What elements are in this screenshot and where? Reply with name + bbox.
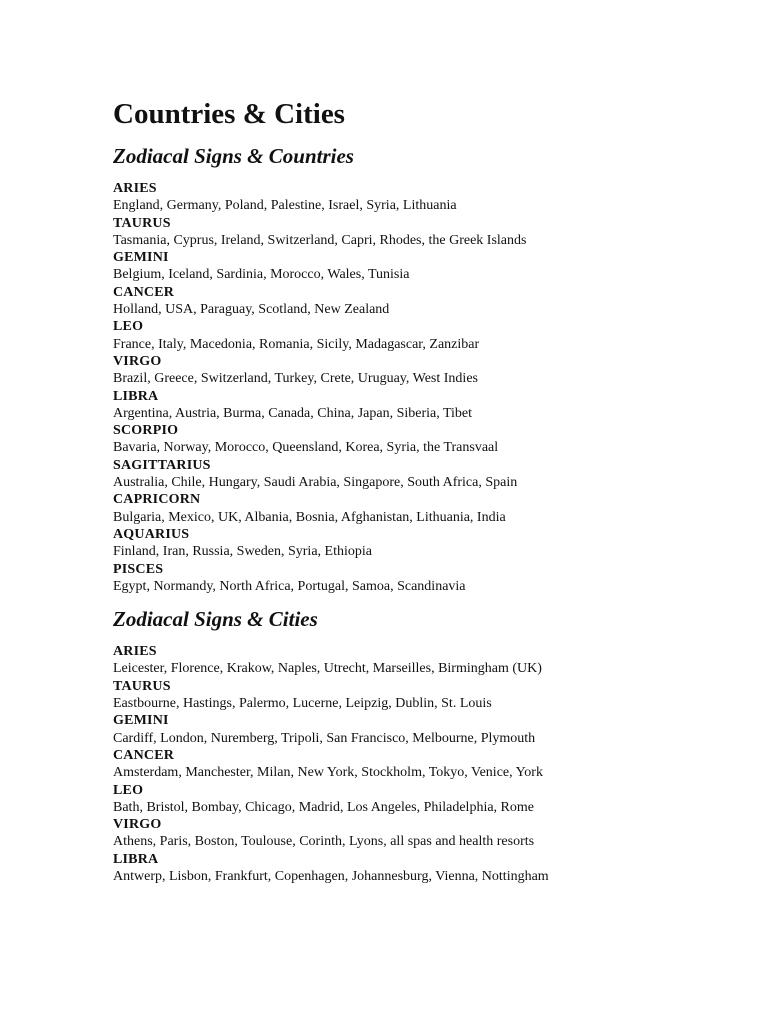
place-list: Egypt, Normandy, North Africa, Portugal, Samoa, Scandinavia: [113, 578, 466, 594]
place-list: Leicester, Florence, Krakow, Naples, Utrecht, Marseilles, Birmingham (UK): [113, 661, 542, 677]
sign-name: LIBRA: [113, 851, 159, 867]
list-item: [113, 318, 733, 353]
sign-name: SCORPIO: [113, 423, 179, 439]
sign-name: GEMINI: [113, 250, 169, 266]
list-item: [113, 816, 733, 851]
sign-name: SAGITTARIUS: [113, 457, 211, 473]
sign-name: CANCER: [113, 284, 175, 300]
sign-name: ARIES: [113, 644, 157, 660]
sign-name: LIBRA: [113, 388, 159, 404]
list-item: [113, 851, 733, 886]
list-item: [113, 457, 733, 492]
list-item: [113, 526, 733, 561]
place-list: Bath, Bristol, Bombay, Chicago, Madrid, Los Angeles, Philadelphia, Rome: [113, 799, 534, 815]
list-item: [113, 284, 733, 319]
sign-name: TAURUS: [113, 215, 171, 231]
list-item: [113, 249, 733, 284]
place-list: Tasmania, Cyprus, Ireland, Switzerland, Capri, Rhodes, the Greek Islands: [113, 232, 527, 248]
place-list: France, Italy, Macedonia, Romania, Sicily, Madagascar, Zanzibar: [113, 336, 480, 352]
list-item: [113, 353, 733, 388]
place-list: Australia, Chile, Hungary, Saudi Arabia, Singapore, South Africa, Spain: [113, 475, 518, 491]
sign-name: CANCER: [113, 747, 175, 763]
section-title-cities: Zodiacal Signs & Cities: [113, 607, 318, 632]
list-item: [113, 643, 733, 678]
place-list: Brazil, Greece, Switzerland, Turkey, Crete, Uruguay, West Indies: [113, 371, 478, 387]
place-list: Argentina, Austria, Burma, Canada, China, Japan, Siberia, Tibet: [113, 405, 473, 421]
list-item: [113, 678, 733, 713]
list-item: [113, 491, 733, 526]
document-title: Countries & Cities: [113, 98, 345, 130]
section-title-countries: Zodiacal Signs & Countries: [113, 144, 354, 168]
place-list: Antwerp, Lisbon, Frankfurt, Copenhagen, Johannesburg, Vienna, Nottingham: [113, 868, 549, 884]
list-item: [113, 561, 733, 596]
sign-name: AQUARIUS: [113, 526, 190, 542]
sign-name: TAURUS: [113, 678, 171, 694]
sign-name: ARIES: [113, 181, 157, 196]
sign-name: LEO: [113, 782, 144, 798]
place-list: Eastbourne, Hastings, Palermo, Lucerne, Leipzig, Dublin, St. Louis: [113, 696, 492, 712]
list-item: [113, 712, 733, 747]
sign-name: VIRGO: [113, 353, 162, 369]
list-item: [113, 388, 733, 423]
place-list: Holland, USA, Paraguay, Scotland, New Zealand: [113, 302, 390, 318]
place-list: Bulgaria, Mexico, UK, Albania, Bosnia, Afghanistan, Lithuania, India: [113, 509, 506, 525]
list-item: [113, 422, 733, 457]
place-list: Finland, Iran, Russia, Sweden, Syria, Ethiopia: [113, 544, 372, 560]
list-item: [113, 180, 733, 215]
document-page: [113, 96, 733, 885]
countries-list: [113, 180, 733, 595]
place-list: Amsterdam, Manchester, Milan, New York, Stockholm, Tokyo, Venice, York: [113, 765, 543, 781]
list-item: [113, 215, 733, 250]
place-list: Bavaria, Norway, Morocco, Queensland, Korea, Syria, the Transvaal: [113, 440, 499, 456]
sign-name: VIRGO: [113, 817, 162, 833]
sign-name: GEMINI: [113, 713, 169, 729]
list-item: [113, 747, 733, 782]
sign-name: CAPRICORN: [113, 492, 201, 508]
cities-list: [113, 643, 733, 885]
place-list: Cardiff, London, Nuremberg, Tripoli, San Francisco, Melbourne, Plymouth: [113, 730, 536, 746]
place-list: Athens, Paris, Boston, Toulouse, Corinth, Lyons, all spas and health resorts: [113, 834, 535, 850]
list-item: [113, 782, 733, 817]
place-list: Belgium, Iceland, Sardinia, Morocco, Wales, Tunisia: [113, 267, 410, 283]
place-list: England, Germany, Poland, Palestine, Israel, Syria, Lithuania: [113, 198, 457, 214]
sign-name: PISCES: [113, 561, 164, 577]
sign-name: LEO: [113, 319, 144, 335]
